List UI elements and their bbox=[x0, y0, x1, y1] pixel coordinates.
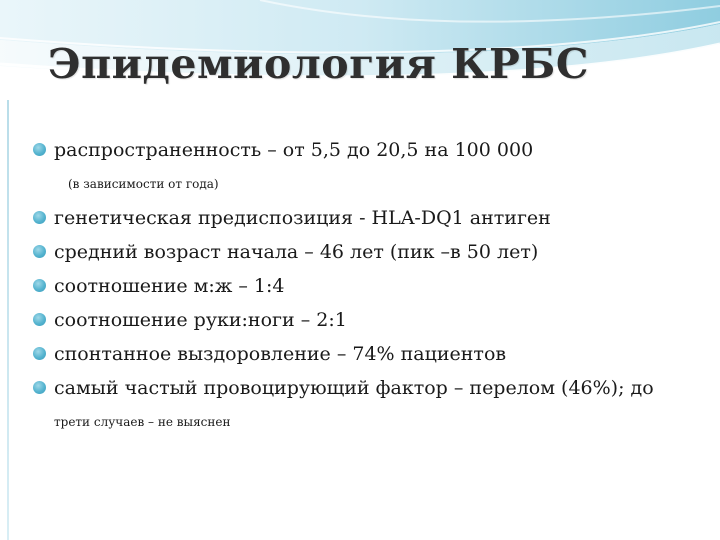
bullet-sex-ratio bbox=[32, 269, 712, 303]
bullet-text: распространенность – от 5,5 до 20,5 на 100 000 bbox=[54, 139, 534, 161]
bullet-text: соотношение руки:ноги – 2:1 bbox=[54, 309, 347, 331]
bullet-dot-icon bbox=[33, 381, 46, 394]
bullet-list bbox=[32, 133, 712, 439]
bullet-text: средний возраст начала – 46 лет (пик –в 50 лет) bbox=[54, 241, 539, 263]
slide-title: Эпидемиология КРБС bbox=[48, 40, 589, 88]
bullet-dot-icon bbox=[33, 279, 46, 292]
bullet-dot-icon bbox=[33, 313, 46, 326]
bullet-onset-age bbox=[32, 235, 712, 269]
bullet-dot-icon bbox=[33, 143, 46, 156]
bullet-text-continuation: трети случаев – не выяснен bbox=[54, 415, 231, 429]
bullet-recovery bbox=[32, 337, 712, 371]
bullet-text: соотношение м:ж – 1:4 bbox=[54, 275, 285, 297]
bullet-text: спонтанное выздоровление – 74% пациентов bbox=[54, 343, 507, 365]
bullet-dot-icon bbox=[33, 245, 46, 258]
bullet-trigger bbox=[32, 371, 712, 439]
bullet-text: генетическая предиспозиция - HLA-DQ1 антиген bbox=[54, 207, 551, 229]
bullet-prevalence bbox=[32, 133, 712, 201]
bullet-dot-icon bbox=[33, 211, 46, 224]
bullet-text: самый частый провоцирующий фактор – перелом (46%); до bbox=[54, 377, 654, 399]
left-accent-line bbox=[7, 100, 9, 540]
bullet-text-continuation: (в зависимости от года) bbox=[68, 177, 219, 191]
bullet-limb-ratio bbox=[32, 303, 712, 337]
bullet-genetics bbox=[32, 201, 712, 235]
bullet-dot-icon bbox=[33, 347, 46, 360]
